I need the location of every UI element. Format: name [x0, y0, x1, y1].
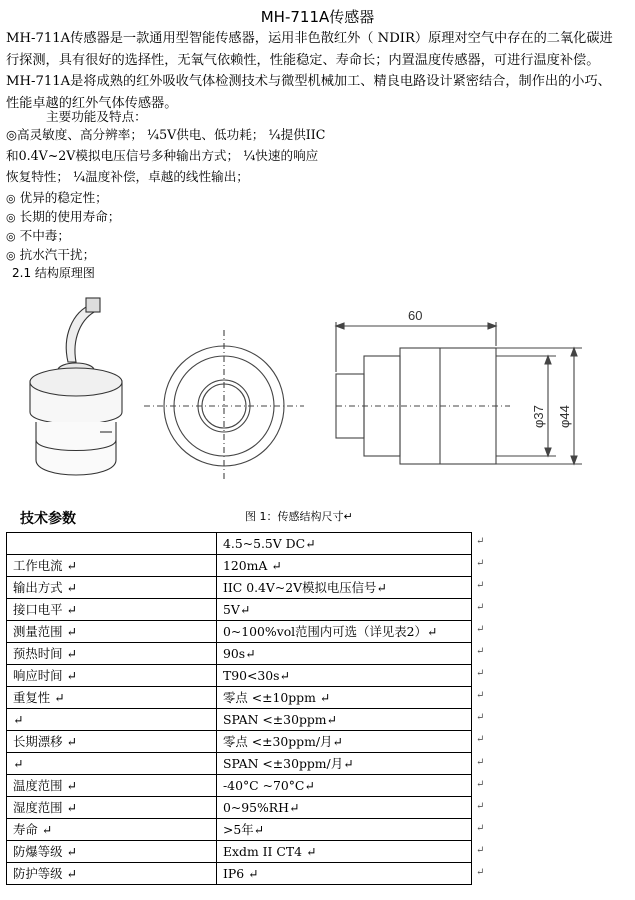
table-row: [7, 599, 472, 621]
row-end-mark: ↵: [476, 866, 485, 878]
row-end-mark: ↵: [476, 822, 485, 834]
row-end-mark: ↵: [476, 844, 485, 856]
row-end-mark: ↵: [476, 734, 485, 746]
spec-key: 测量范围 ↵: [7, 621, 217, 643]
spec-value: 5V↵: [217, 599, 472, 621]
spec-table: [6, 532, 472, 885]
spec-value: -40°C ~70°C↵: [217, 775, 472, 797]
bullet-item: ◎ 不中毒；: [6, 228, 70, 243]
row-end-mark: ↵: [476, 756, 485, 768]
spec-key: ↵: [7, 753, 217, 775]
spec-key: 湿度范围 ↵: [7, 797, 217, 819]
spec-value: IP6 ↵: [217, 863, 472, 885]
feature-line-2: 和0.4V~2V模拟电压信号多种输出方式； ¼快速的响应: [6, 148, 319, 163]
spec-value: 4.5~5.5V DC↵: [217, 533, 472, 555]
feature-line-3: 恢复特性； ¼温度补偿，卓越的线性输出；: [6, 169, 249, 184]
table-row: [7, 643, 472, 665]
side-view: [336, 322, 582, 464]
spec-key: ↵: [7, 709, 217, 731]
spec-key: 长期漂移 ↵: [7, 731, 217, 753]
spec-key: 工作电流 ↵: [7, 555, 217, 577]
dim-d37-label: φ37: [531, 405, 546, 428]
figure-caption: 图 1：传感结构尺寸↵: [245, 510, 353, 523]
table-row: [7, 797, 472, 819]
row-end-mark: ↵: [476, 602, 485, 614]
page-title: MH-711A传感器: [260, 8, 375, 26]
spec-key: 重复性 ↵: [7, 687, 217, 709]
row-end-mark: ↵: [476, 580, 485, 592]
table-row: [7, 731, 472, 753]
table-row: [7, 687, 472, 709]
sensor-structure-figure: [0, 282, 635, 504]
feature-line-1: ◎高灵敏度、高分辨率； ¼5V供电、低功耗； ¼提供IIC: [6, 127, 326, 142]
row-end-mark: ↵: [476, 800, 485, 812]
spec-value: 0~95%RH↵: [217, 797, 472, 819]
bullet-mark-icon: ◎: [6, 249, 16, 262]
spec-value: T90<30s↵: [217, 665, 472, 687]
bullet-item: ◎ 长期的使用寿命；: [6, 209, 121, 224]
spec-value: >5年↵: [217, 819, 472, 841]
spec-value: SPAN <±30ppm/月↵: [217, 753, 472, 775]
sensor-photo-sketch: [30, 298, 122, 475]
spec-key: 预热时间 ↵: [7, 643, 217, 665]
row-end-mark: ↵: [476, 646, 485, 658]
section-title: 2.1 结构原理图: [12, 266, 95, 280]
spec-value: 120mA ↵: [217, 555, 472, 577]
table-row: [7, 709, 472, 731]
spec-key: 寿命 ↵: [7, 819, 217, 841]
spec-value: 零点 <±10ppm ↵: [217, 687, 472, 709]
spec-key: 防爆等级 ↵: [7, 841, 217, 863]
table-row: [7, 533, 472, 555]
table-row: [7, 819, 472, 841]
row-end-mark: ↵: [476, 668, 485, 680]
features-heading: 主要功能及特点：: [46, 109, 147, 124]
table-row: [7, 775, 472, 797]
spec-key: 响应时间 ↵: [7, 665, 217, 687]
table-row: [7, 841, 472, 863]
spec-key: 温度范围 ↵: [7, 775, 217, 797]
spec-key: 防护等级 ↵: [7, 863, 217, 885]
spec-heading: 技术参数: [20, 511, 76, 527]
row-end-mark: ↵: [476, 690, 485, 702]
bullet-item: ◎ 优异的稳定性；: [6, 190, 108, 205]
table-row: [7, 665, 472, 687]
row-end-mark: ↵: [476, 536, 485, 547]
bullet-mark-icon: ◎: [6, 230, 16, 243]
spec-key: 接口电平 ↵: [7, 599, 217, 621]
dim-d44-label: φ44: [557, 405, 572, 428]
spec-value: 零点 <±30ppm/月↵: [217, 731, 472, 753]
front-view: [144, 330, 304, 482]
spec-value: SPAN <±30ppm↵: [217, 709, 472, 731]
bullet-mark-icon: ◎: [6, 192, 16, 205]
bullet-item: ◎ 抗水汽干扰；: [6, 247, 96, 262]
dim-length-label: 60: [408, 308, 423, 323]
table-row: [7, 621, 472, 643]
table-row: [7, 555, 472, 577]
row-end-mark: ↵: [476, 624, 485, 636]
table-row: [7, 863, 472, 885]
intro-paragraph: MH-711A传感器是一款通用型智能传感器，运用非色散红外（ NDIR）原理对空气中存在的二氧化碳进行探测，具有很好的选择性，无氧气依赖性，性能稳定、寿命长；内置温度传感器，可进行温度补偿。MH-711A是将成熟的红外吸收气体检测技术与微型机械加工、精良电路设计紧密结合，制作出的小巧、性能卓越的红外气体传感器。: [6, 31, 613, 111]
spec-value: 90s↵: [217, 643, 472, 665]
spec-value: IIC 0.4V~2V模拟电压信号↵: [217, 577, 472, 599]
spec-key: [7, 533, 217, 555]
table-row: [7, 753, 472, 775]
row-end-mark: ↵: [476, 712, 485, 724]
row-end-mark: ↵: [476, 778, 485, 790]
row-end-mark: ↵: [476, 558, 485, 570]
spec-value: Exdm II CT4 ↵: [217, 841, 472, 863]
table-row: [7, 577, 472, 599]
bullet-mark-icon: ◎: [6, 211, 16, 224]
spec-value: 0~100%vol范围内可选（详见表2）↵: [217, 621, 472, 643]
spec-key: 输出方式 ↵: [7, 577, 217, 599]
